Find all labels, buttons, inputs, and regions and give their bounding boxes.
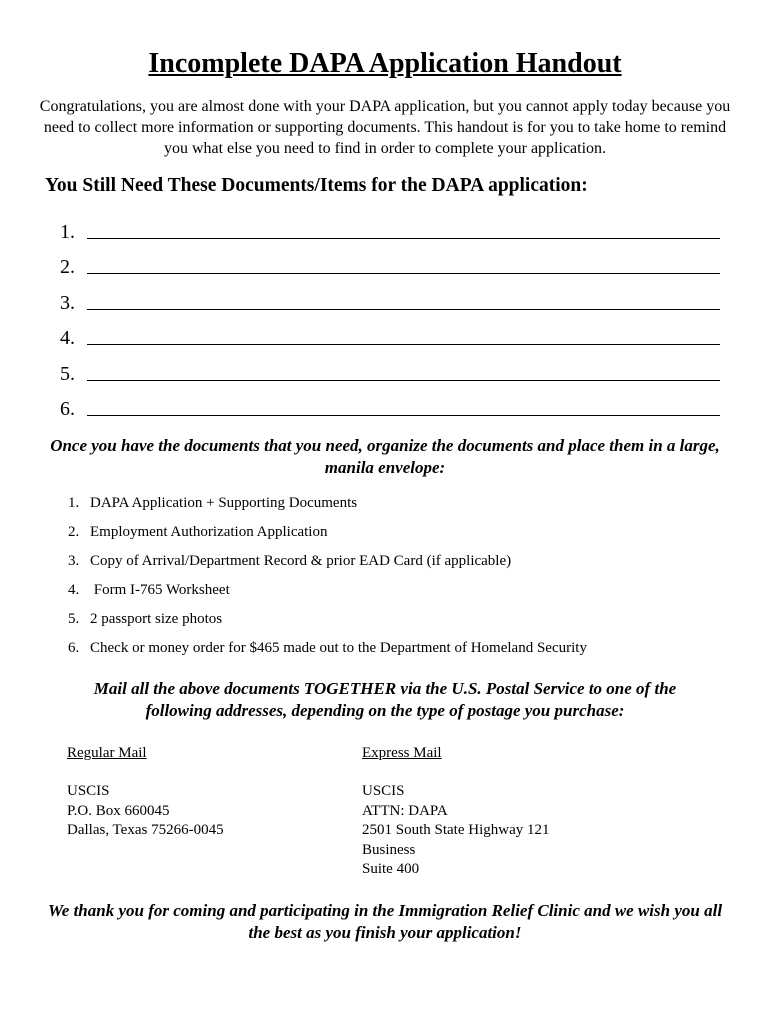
still-need-heading: You Still Need These Documents/Items for the DAPA application: — [45, 175, 588, 196]
fill-line — [87, 308, 720, 310]
regular-mail-label: Regular Mail — [67, 745, 147, 761]
blank-line-item[interactable] — [60, 397, 720, 421]
address-line: 2501 South State Highway 121 — [362, 822, 550, 839]
intro-paragraph: Congratulations, you are almost done with your DAPA application, but you cannot apply today because you need to collect more information or supporting documents. This handout is for you to take home to remind you what else you need to find in order to complete your application. — [39, 98, 731, 157]
item-number: 3. — [60, 292, 75, 314]
list-item: 4. Form I-765 Worksheet — [68, 582, 230, 598]
fill-line — [87, 414, 720, 416]
list-item: 5. 2 passport size photos — [68, 611, 223, 627]
item-number: 2. — [60, 256, 75, 278]
express-mail-address — [362, 744, 550, 879]
express-mail-label: Express Mail — [362, 745, 442, 761]
blank-line-item[interactable] — [60, 326, 720, 350]
list-item: 1. DAPA Application + Supporting Documents — [68, 495, 358, 511]
address-line: Dallas, Texas 75266-0045 — [67, 822, 224, 839]
item-number: 1. — [60, 221, 75, 243]
item-number: 5. — [60, 363, 75, 385]
address-line: USCIS — [67, 783, 110, 800]
address-line: USCIS — [362, 783, 405, 800]
blank-line-item[interactable] — [60, 291, 720, 315]
address-line: ATTN: DAPA — [362, 802, 448, 819]
fill-line — [87, 272, 720, 274]
fill-line — [87, 379, 720, 381]
blank-line-item[interactable] — [60, 362, 720, 386]
organize-instruction: Once you have the documents that you need, organize the documents and place them in a large, manila envelope: — [50, 436, 720, 477]
regular-mail-address — [67, 744, 224, 841]
address-line: Suite 400 — [362, 861, 420, 878]
fill-line — [87, 237, 720, 239]
list-item: 3. Copy of Arrival/Department Record & prior EAD Card (if applicable) — [68, 553, 512, 569]
list-item: 2. Employment Authorization Application — [68, 524, 328, 540]
blank-line-item[interactable] — [60, 220, 720, 244]
list-item: 6. Check or money order for $465 made out to the Department of Homeland Security — [68, 640, 587, 656]
fill-line — [87, 343, 720, 345]
page-title: Incomplete DAPA Application Handout — [148, 48, 622, 79]
item-number: 4. — [60, 327, 75, 349]
address-line: Business — [362, 841, 416, 858]
item-number: 6. — [60, 398, 75, 420]
address-line: P.O. Box 660045 — [67, 802, 170, 819]
thank-you-note: We thank you for coming and participating in the Immigration Relief Clinic and we wish you all the best as you finish your application! — [47, 901, 723, 942]
mail-instruction: Mail all the above documents TOGETHER via the U.S. Postal Service to one of the following addresses, depending on the type of postage you purchase: — [93, 679, 677, 720]
blank-line-item[interactable] — [60, 255, 720, 279]
